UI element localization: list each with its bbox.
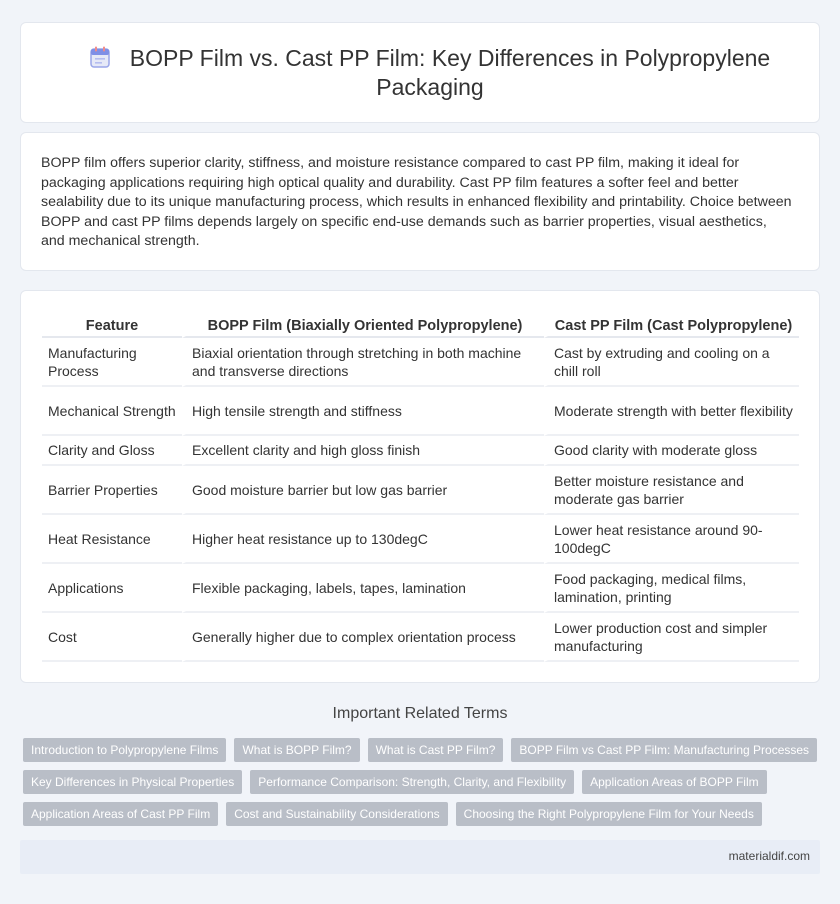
- intro-paragraph: BOPP film offers superior clarity, stiffness, and moisture resistance compared to cast PP film, making it ideal for packaging applications requiring high optical quality and durability. Cast PP film features a softer feel and better sealability due to its unique manufacturing process, which results in enhanced flexibility and printability. Choice between BOPP and cast PP films depends largely on specific end-use demands such as barrier properties, visual aesthetics, and mechanical strength.: [41, 155, 792, 249]
- related-term-tag[interactable]: Performance Comparison: Strength, Clarity, and Flexibility: [250, 770, 574, 794]
- related-term-tag[interactable]: Key Differences in Physical Properties: [23, 770, 242, 794]
- table-cell: Good moisture barrier but low gas barrier: [182, 466, 544, 515]
- page-title-wrap: [81, 44, 779, 102]
- tag-row: [23, 770, 813, 794]
- tag-row: [23, 738, 813, 762]
- related-term-tag[interactable]: Choosing the Right Polypropylene Film for Your Needs: [456, 802, 762, 826]
- footer: [20, 840, 820, 874]
- table-row: [42, 515, 799, 564]
- table-row: [42, 436, 799, 466]
- table-cell: Heat Resistance: [42, 515, 182, 564]
- column-header-cast-pp: Cast PP Film (Cast Polypropylene): [544, 316, 799, 338]
- related-term-tag[interactable]: What is Cast PP Film?: [368, 738, 504, 762]
- table-row: [42, 387, 799, 436]
- table-cell: Manufacturing Process: [42, 338, 182, 387]
- related-term-tag[interactable]: Cost and Sustainability Considerations: [226, 802, 447, 826]
- comparison-table-card: [20, 290, 820, 683]
- related-term-tag[interactable]: Application Areas of Cast PP Film: [23, 802, 218, 826]
- related-term-tag[interactable]: Introduction to Polypropylene Films: [23, 738, 226, 762]
- comparison-table: [42, 316, 799, 662]
- table-row: [42, 466, 799, 515]
- table-cell: High tensile strength and stiffness: [182, 387, 544, 436]
- related-terms-list: [23, 738, 813, 834]
- table-cell: Biaxial orientation through stretching in both machine and transverse directions: [182, 338, 544, 387]
- table-cell: Generally higher due to complex orientation process: [182, 613, 544, 662]
- related-terms-heading: Important Related Terms: [332, 705, 508, 722]
- table-cell: Applications: [42, 564, 182, 613]
- calendar-document-icon: [90, 46, 110, 68]
- table-cell: Food packaging, medical films, lamination, printing: [544, 564, 799, 613]
- table-row: [42, 564, 799, 613]
- header-card: [20, 22, 820, 123]
- table-cell: Higher heat resistance up to 130degC: [182, 515, 544, 564]
- table-cell: Mechanical Strength: [42, 387, 182, 436]
- column-header-bopp: BOPP Film (Biaxially Oriented Polypropylene): [182, 316, 544, 338]
- table-row: [42, 338, 799, 387]
- related-term-tag[interactable]: BOPP Film vs Cast PP Film: Manufacturing Processes: [511, 738, 817, 762]
- column-header-feature: Feature: [42, 316, 182, 338]
- page-title: BOPP Film vs. Cast PP Film: Key Differences in Polypropylene Packaging: [129, 45, 771, 100]
- table-cell: Cost: [42, 613, 182, 662]
- table-cell: Barrier Properties: [42, 466, 182, 515]
- tag-row: [23, 802, 813, 826]
- table-cell: Moderate strength with better flexibility: [544, 387, 799, 436]
- table-cell: Better moisture resistance and moderate gas barrier: [544, 466, 799, 515]
- table-cell: Lower production cost and simpler manufacturing: [544, 613, 799, 662]
- related-term-tag[interactable]: What is BOPP Film?: [234, 738, 359, 762]
- table-cell: Cast by extruding and cooling on a chill roll: [544, 338, 799, 387]
- table-header-row: [42, 316, 799, 338]
- table-cell: Good clarity with moderate gloss: [544, 436, 799, 466]
- footer-site-link[interactable]: materialdif.com: [728, 849, 810, 863]
- related-term-tag[interactable]: Application Areas of BOPP Film: [582, 770, 767, 794]
- table-cell: Excellent clarity and high gloss finish: [182, 436, 544, 466]
- intro-card: [20, 132, 820, 271]
- table-cell: Clarity and Gloss: [42, 436, 182, 466]
- table-cell: Lower heat resistance around 90-100degC: [544, 515, 799, 564]
- table-cell: Flexible packaging, labels, tapes, lamination: [182, 564, 544, 613]
- table-row: [42, 613, 799, 662]
